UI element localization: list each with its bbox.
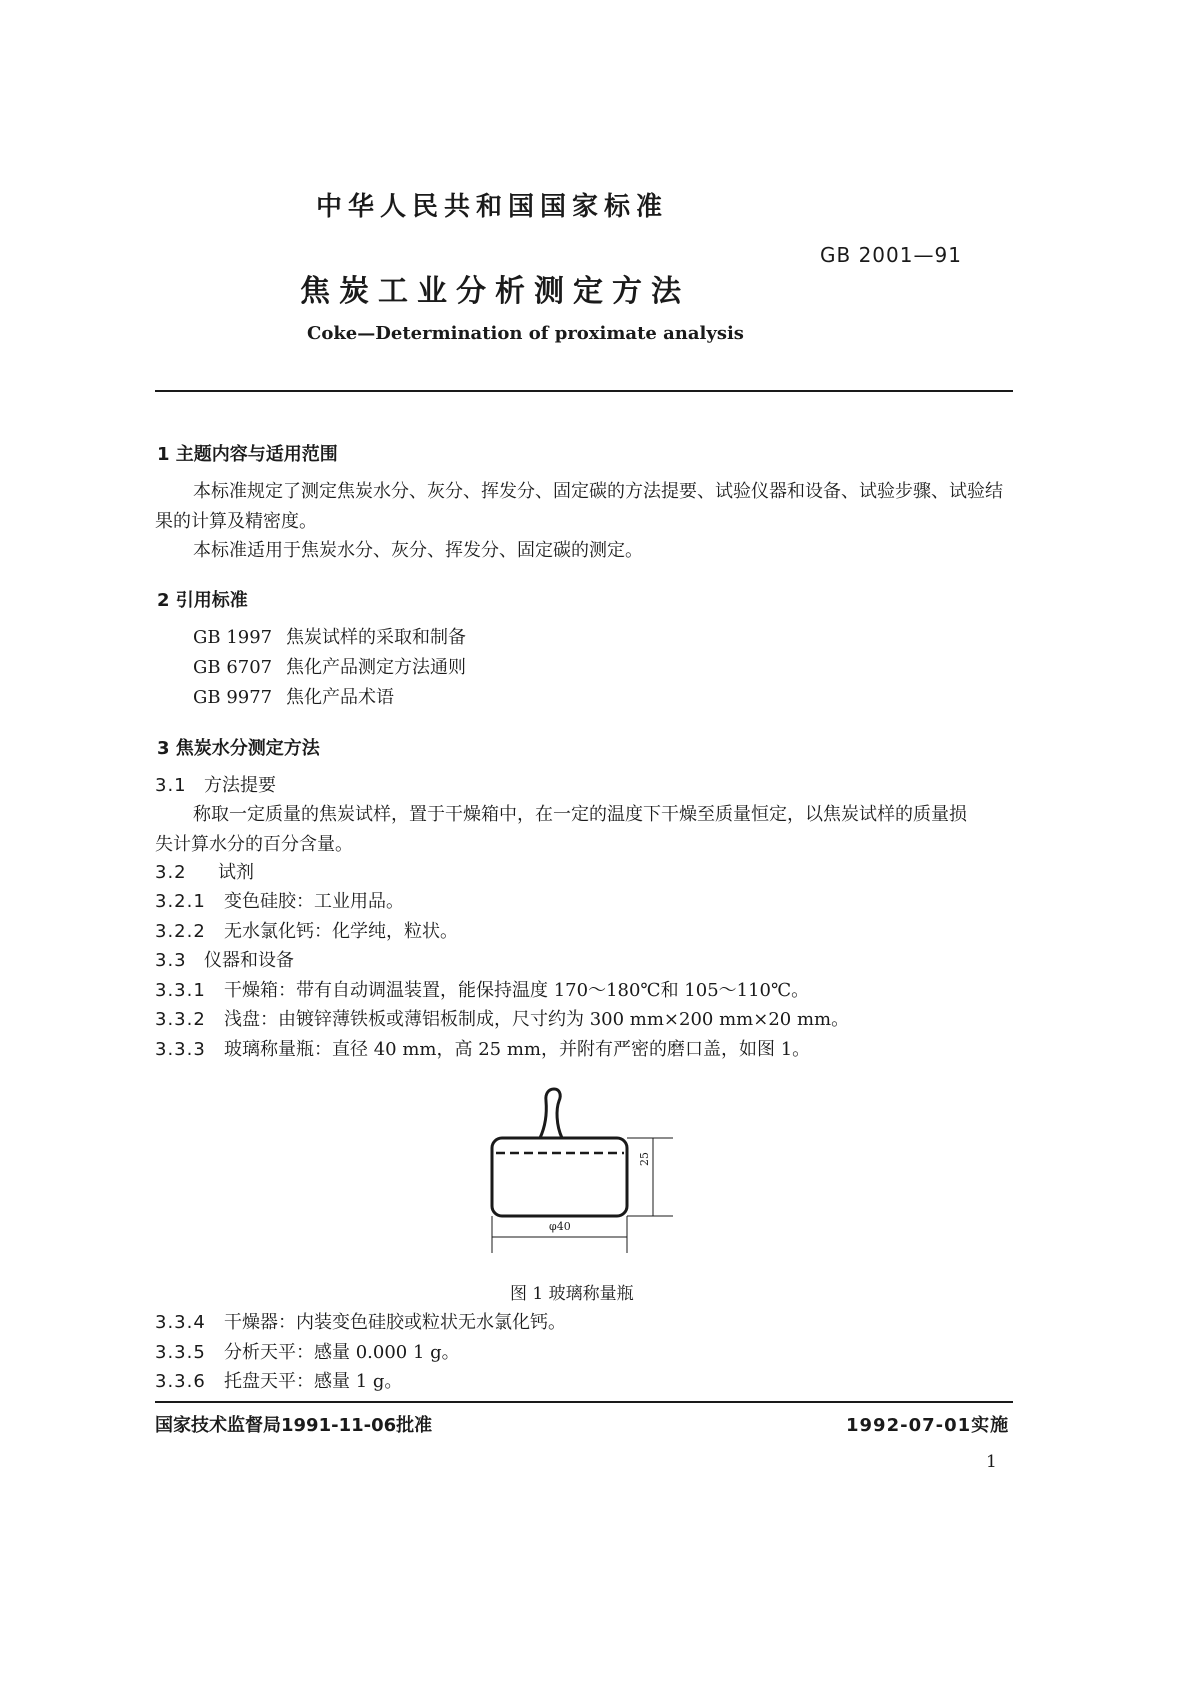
clause-text: 失计算水分的百分含量。	[155, 834, 353, 855]
footer-rule	[155, 1401, 1013, 1403]
lid-knob	[540, 1089, 562, 1138]
clause-number: 3.2.2	[155, 921, 206, 942]
clause-text: 分析天平：感量 0.000 1 g。	[224, 1342, 460, 1363]
clause-text: 变色硅胶：工业用品。	[224, 891, 404, 912]
clause-text: 称取一定质量的焦炭试样，置于干燥箱中，在一定的温度下干燥至质量恒定，以焦炭试样的质量损	[193, 804, 967, 825]
reference-code: GB 1997	[193, 627, 273, 648]
clause-text: 干燥器：内装变色硅胶或粒状无水氯化钙。	[224, 1312, 566, 1333]
org-title: 中华人民共和国国家标准	[316, 192, 669, 222]
clause-text: 方法提要	[204, 775, 276, 796]
approval-line: 国家技术监督局1991-11-06批准	[155, 1415, 433, 1436]
section-1-paragraph-1-line-2: 果的计算及精密度。	[155, 511, 317, 532]
section-3-heading: 3 焦炭水分测定方法	[157, 738, 320, 759]
reference-code: GB 9977	[193, 687, 273, 708]
clause-number: 3.3.4	[155, 1312, 206, 1333]
clause-number: 3.3.5	[155, 1342, 206, 1363]
clause-text: 玻璃称量瓶：直径 40 mm，高 25 mm，并附有严密的磨口盖，如图 1。	[224, 1039, 811, 1060]
document-title: 焦炭工业分析测定方法	[300, 274, 690, 309]
height-dimension-label: 25	[638, 1152, 651, 1166]
reference-name: 焦炭试样的采取和制备	[286, 627, 466, 648]
figure-caption: 图 1 玻璃称量瓶	[510, 1284, 634, 1304]
diameter-dimension-label: φ40	[549, 1220, 571, 1233]
clause-number: 3.3.2	[155, 1009, 206, 1030]
effective-date: 1992-07-01实施	[846, 1415, 1010, 1436]
page-number: 1	[986, 1452, 997, 1472]
clause-number: 3.3.3	[155, 1039, 206, 1060]
clause-text: 试剂	[218, 862, 254, 883]
clause-text: 无水氯化钙：化学纯，粒状。	[224, 921, 458, 942]
section-1-paragraph-1-line-1: 本标准规定了测定焦炭水分、灰分、挥发分、固定碳的方法提要、试验仪器和设备、试验步骤、试验结	[193, 481, 1003, 502]
clause-text: 浅盘：由镀锌薄铁板或薄铝板制成，尺寸约为 300 mm×200 mm×20 mm。	[224, 1009, 850, 1030]
clause-text: 仪器和设备	[204, 950, 294, 971]
header-rule	[155, 390, 1013, 392]
clause-number: 3.2	[155, 862, 187, 883]
section-1-paragraph-2: 本标准适用于焦炭水分、灰分、挥发分、固定碳的测定。	[193, 540, 643, 561]
reference-code: GB 6707	[193, 657, 273, 678]
clause-number: 3.3.6	[155, 1371, 206, 1392]
document-title-en: Coke—Determination of proximate analysis	[307, 323, 744, 344]
bottle-body	[492, 1138, 627, 1216]
clause-number: 3.1	[155, 775, 187, 796]
clause-text: 干燥箱：带有自动调温装置，能保持温度 170～180℃和 105～110℃。	[224, 980, 810, 1001]
section-2-heading: 2 引用标准	[157, 590, 248, 611]
standard-code: GB 2001—91	[820, 243, 962, 267]
reference-name: 焦化产品测定方法通则	[286, 657, 466, 678]
clause-number: 3.3.1	[155, 980, 206, 1001]
weighing-bottle-figure	[470, 1085, 690, 1255]
clause-number: 3.3	[155, 950, 187, 971]
clause-number: 3.2.1	[155, 891, 206, 912]
reference-name: 焦化产品术语	[286, 687, 394, 708]
section-1-heading: 1 主题内容与适用范围	[157, 444, 338, 465]
clause-text: 托盘天平：感量 1 g。	[224, 1371, 403, 1392]
